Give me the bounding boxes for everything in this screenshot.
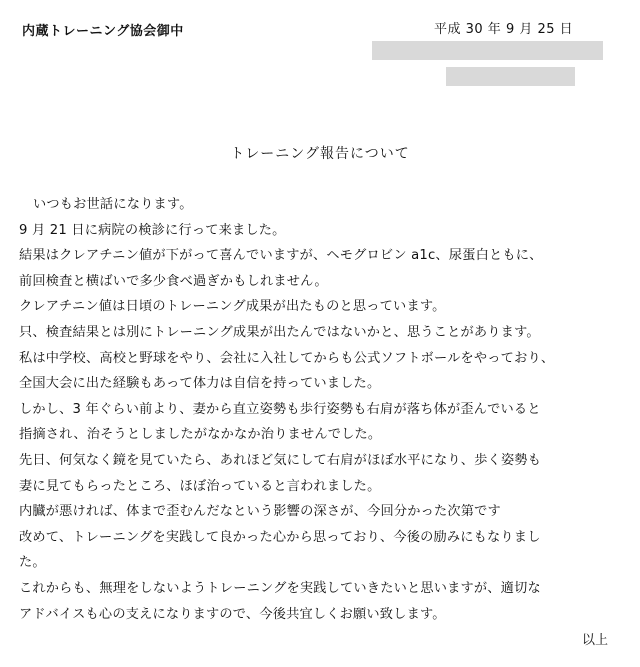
redaction-block-sender <box>372 41 603 60</box>
body-line: 全国大会に出た経験もあって体力は自信を持っていました。 <box>19 376 381 392</box>
body-line: 只、検査結果とは別にトレーニング成果が出たんではないかと、思うことがあります。 <box>19 324 540 340</box>
body-line: しかし、3 年ぐらい前より、妻から直立姿勢も歩行姿勢も右肩が落ち体が歪んでいると <box>19 401 541 417</box>
body-line: いつもお世話になります。 <box>33 197 193 212</box>
body-line: クレアチニン値は日頃のトレーニング成果が出たものと思っています。 <box>19 299 446 315</box>
body-line: 私は中学校、高校と野球をやり、会社に入社してからも公式ソフトボールをやっており、 <box>19 350 555 366</box>
redaction-block-name <box>446 67 575 86</box>
body-line: これからも、無理をしないようトレーニングを実践していきたいと思いますが、適切な <box>19 580 541 596</box>
body-line: 内臓が悪ければ、体まで歪むんだなという影響の深さが、今回分かった次第です <box>19 504 501 520</box>
body-line: 9 月 21 日に病院の検診に行って来ました。 <box>19 222 286 238</box>
closing-mark: 以上 <box>581 633 608 648</box>
body-line: 先日、何気なく鏡を見ていたら、あれほど気にして右肩がほぼ水平になり、歩く姿勢も <box>19 452 542 468</box>
body-line: た。 <box>19 555 46 571</box>
body-line: 前回検査と横ばいで多少食べ過ぎかもしれません。 <box>19 273 328 289</box>
body-line: 指摘され、治そうとしましたがなかなか治りませんでした。 <box>19 427 382 443</box>
body-line: 改めて、トレーニングを実践して良かった心から思っており、今後の励みにもなりまし <box>19 529 541 545</box>
body-line: 結果はクレアチニン値が下がって喜んでいますが、ヘモグロビン a1c、尿蛋白ともに、 <box>19 248 543 264</box>
body-line: 妻に見てもらったところ、ほぼ治っていると言われました。 <box>19 478 381 494</box>
letter-date: 平成 30 年 9 月 25 日 <box>434 22 574 37</box>
body-line: アドバイスも心の支えになりますので、今後共宜しくお願い致します。 <box>19 606 446 622</box>
addressee: 内蔵トレーニング協会御中 <box>22 24 184 39</box>
letter-body <box>19 192 621 627</box>
letter-subject: トレーニング報告について <box>230 146 410 162</box>
